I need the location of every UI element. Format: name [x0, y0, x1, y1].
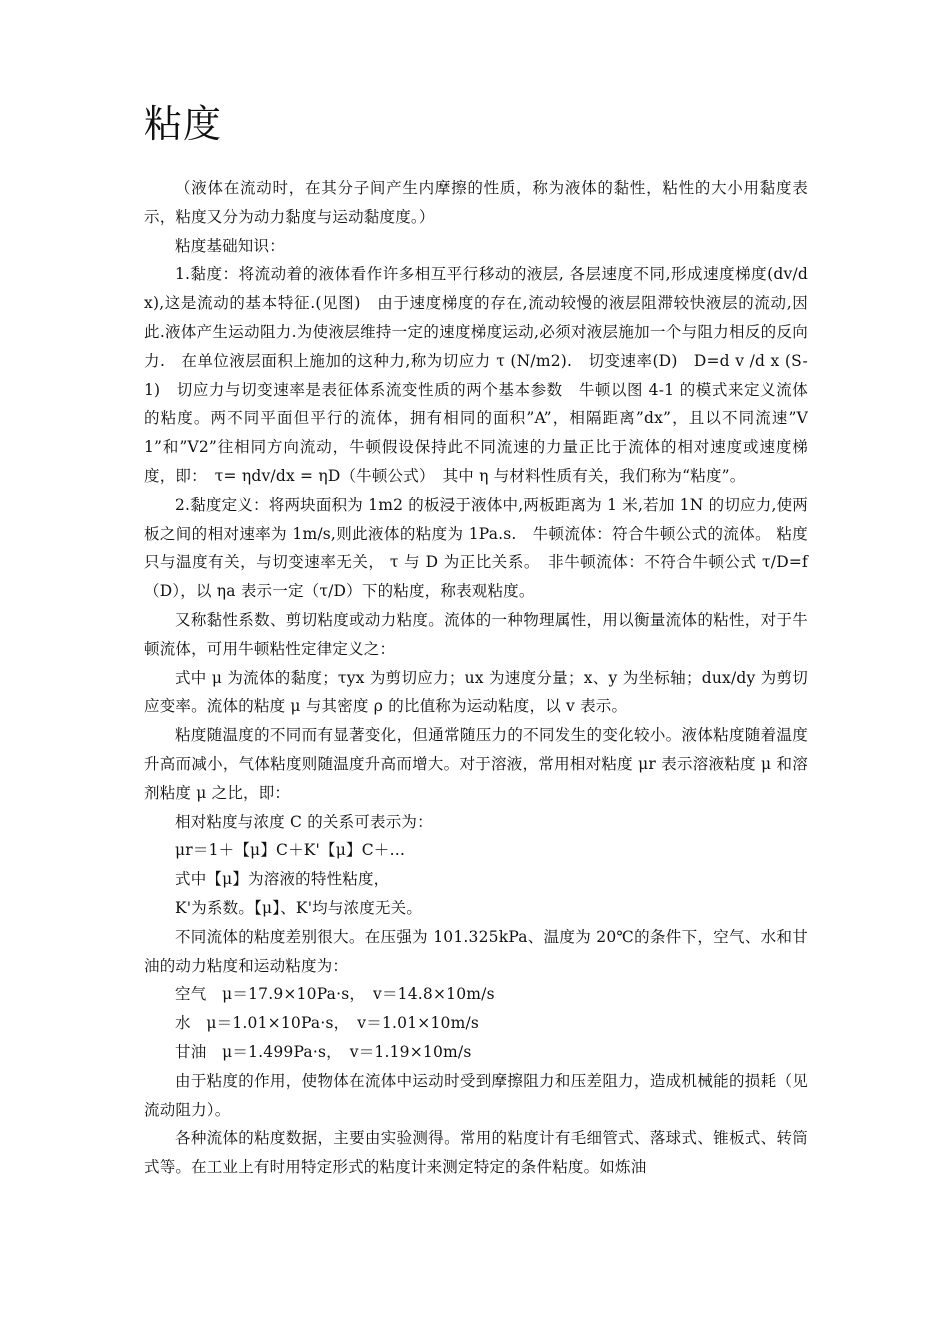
measurement-paragraph: 各种流体的粘度数据，主要由实验测得。常用的粘度计有毛细管式、落球式、锥板式、转筒式等。在工业上有时用特定形式的粘度计来测定特定的条件粘度。如炼油 [144, 1129, 808, 1177]
viscosity-paragraph-1: 1.黏度：将流动着的液体看作许多相互平行移动的液层, 各层速度不同,形成速度梯度(dv/dx),这是流动的基本特征.(见图) 由于速度梯度的存在,流动较慢的液层阻滞较快液层的流动,因此.液体产生运动阻力.为使液层维持一定的速度梯度运动,必须对液层施加一个与阻力相反的反向力. 在单位液层面积上施加的这种力,称为切应力 τ (N/m2). 切变速率(D) D=d v /d x (S-1) 切应力与切变速率是表征体系流变性质的两个基本参数 牛顿以图 4-1 的模式来定义流体的粘度。两不同平面但平行的流体，拥有相同的面积”A”，相隔距离”dx”，且以不同流速”V1”和”V2”往相同方向流动，牛顿假设保持此不同流速的力量正比于流体的相对速度或速度梯度，即： τ= ηdv/dx = ηD（牛顿公式） 其中 η 与材料性质有关，我们称为“粘度”。 [144, 265, 808, 485]
dynamic-viscosity-paragraph: 又称黏性系数、剪切粘度或动力粘度。流体的一种物理属性，用以衡量流体的粘性，对于牛顿流体，可用牛顿粘性定律定义之： [144, 610, 808, 658]
document-page [144, 96, 808, 1182]
relative-viscosity-formula: μr＝1＋【μ】C＋K'【μ】C＋… [175, 841, 406, 860]
water-viscosity-row: 水 μ＝1.01×10Pa·s， v＝1.01×10m/s [175, 1014, 480, 1033]
temperature-paragraph: 粘度随温度的不同而有显著变化，但通常随压力的不同发生的变化较小。液体粘度随着温度升高而减小，气体粘度则随温度升高而增大。对于溶液，常用相对粘度 μr 表示溶液粘度 μ 和溶剂粘度 μ 之比，即： [144, 726, 808, 802]
coefficient-line: K'为系数。【μ】、K'均与浓度无关。 [175, 898, 423, 917]
glycerol-viscosity-row: 甘油 μ＝1.499Pa·s， v＝1.19×10m/s [175, 1042, 472, 1061]
intro-paragraph: （液体在流动时，在其分子间产生内摩擦的性质，称为液体的黏性，粘性的大小用黏度表示，粘度又分为动力黏度与运动黏度度。） [144, 179, 808, 226]
resistance-paragraph: 由于粘度的作用，使物体在流体中运动时受到摩擦阻力和压差阻力，造成机械能的损耗（见流动阻力）。 [144, 1071, 808, 1119]
viscosity-definition-paragraph: 2.黏度定义：将两块面积为 1m2 的板浸于液体中,两板距离为 1 米,若加 1N 的切应力,使两板之间的相对速率为 1m/s,则此液体的粘度为 1Pa.s. 牛顿流体：符合牛顿公式的流体。 粘度只与温度有关，与切变速率无关， τ 与 D 为正比关系。 非牛顿流体：不符合牛顿公式 τ/D=f（D），以 ηa 表示一定（τ/D）下的粘度，称表观粘度。 [144, 495, 808, 601]
relative-viscosity-line: 相对粘度与浓度 C 的关系可表示为： [175, 812, 433, 831]
fluid-comparison-paragraph: 不同流体的粘度差别很大。在压强为 101.325kPa、温度为 20℃的条件下，空气、水和甘油的动力粘度和运动粘度为： [144, 927, 808, 975]
basics-heading: 粘度基础知识： [175, 236, 285, 255]
intrinsic-viscosity-line: 式中【μ】为溶液的特性粘度， [175, 870, 390, 889]
formula-explanation-paragraph: 式中 μ 为流体的黏度；τyx 为剪切应力；ux 为速度分量；x、y 为坐标轴；dux/dy 为剪切应变率。流体的粘度 μ 与其密度 ρ 的比值称为运动粘度，以 v 表示。 [144, 668, 808, 716]
document-title: 粘度 [144, 102, 223, 146]
air-viscosity-row: 空气 μ＝17.9×10Pa·s， v＝14.8×10m/s [175, 985, 495, 1004]
